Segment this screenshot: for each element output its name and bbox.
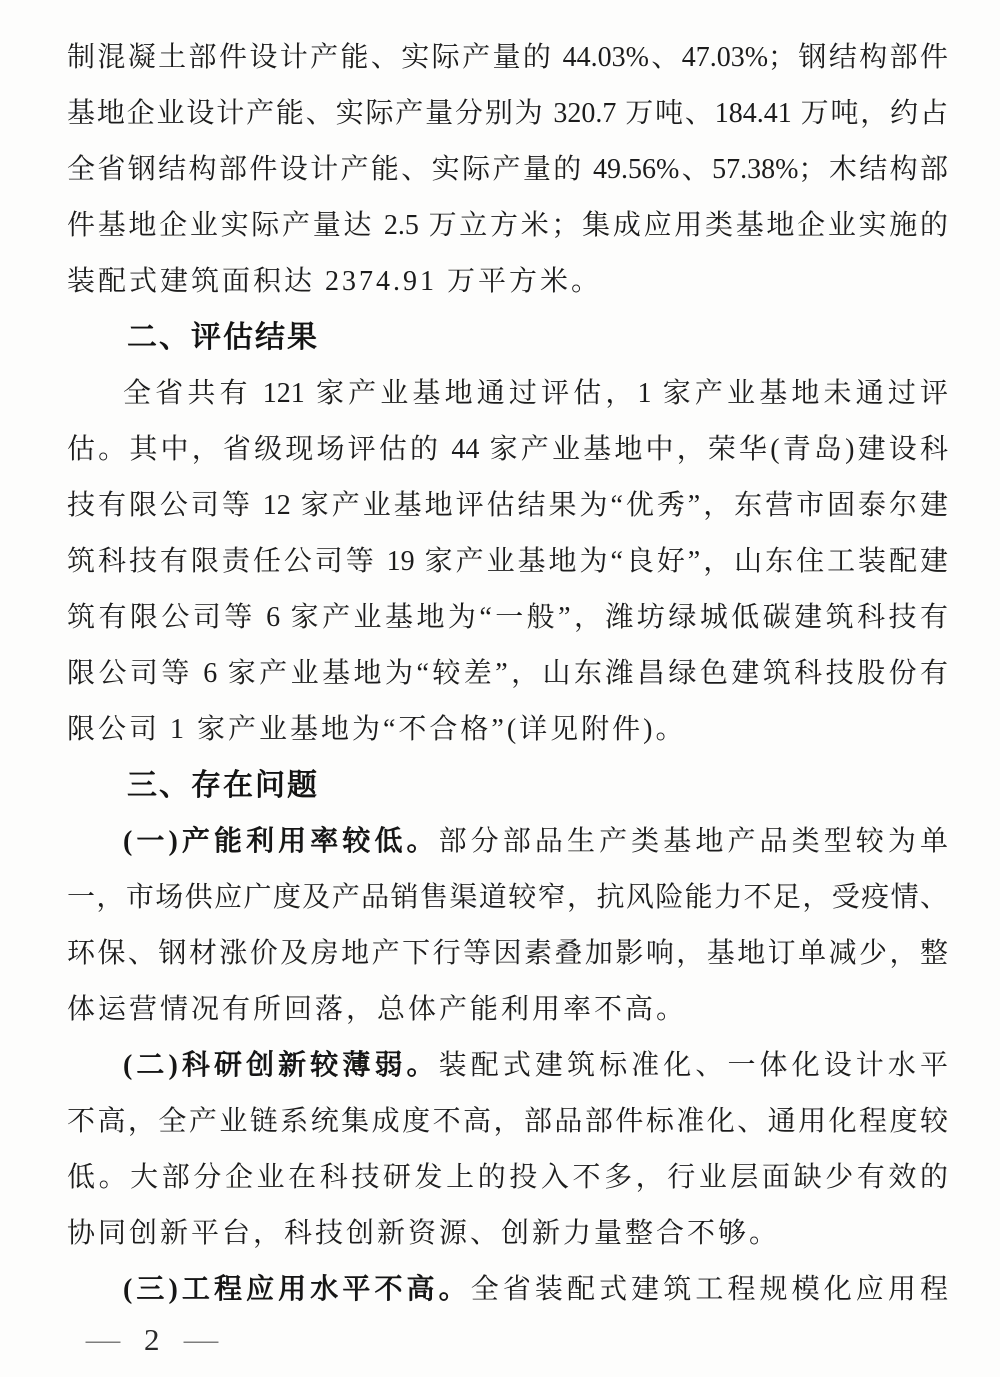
page-number: 2: [144, 1322, 160, 1357]
line-text: 限公司 1 家产业基地为“不合格”(详见附件)。: [67, 714, 687, 745]
text-line: [67, 982, 948, 1038]
line-text: 估。其中，省级现场评估的 44 家产业基地中，荣华(青岛)建设科: [67, 434, 948, 465]
text-line: [67, 926, 948, 982]
line-text: 限公司等 6 家产业基地为“较差”，山东潍昌绿色建筑科技股份有: [67, 658, 948, 689]
text-line: [67, 142, 948, 198]
line-text: 全省装配式建筑工程规模化应用程: [470, 1274, 948, 1305]
line-text: 全省钢结构部件设计产能、实际产量的 49.56%、57.38%；木结构部: [67, 154, 948, 185]
text-line: [67, 702, 948, 758]
line-text: 环保、钢材涨价及房地产下行等因素叠加影响，基地订单减少，整: [67, 938, 948, 969]
heading-text: 二、评估结果: [127, 321, 319, 354]
line-text: 装配式建筑标准化、一体化设计水平: [438, 1050, 948, 1081]
heading-text: 三、存在问题: [127, 769, 319, 802]
text-line: [67, 1094, 948, 1150]
line-text: 部分部品生产类基地产品类型较为单: [438, 826, 948, 857]
text-line: [67, 86, 948, 142]
paragraph-lead-1: (一)产能利用率较低。: [123, 826, 439, 857]
page-footer: [85, 1320, 218, 1360]
text-line: [67, 870, 948, 926]
text-line: [67, 478, 948, 534]
text-line: [67, 1150, 948, 1206]
text-line: [67, 198, 948, 254]
line-text: 基地企业设计产能、实际产量分别为 320.7 万吨、184.41 万吨，约占: [67, 98, 948, 129]
line-text: 低。大部分企业在科技研发上的投入不多，行业层面缺少有效的: [67, 1162, 948, 1193]
text-line: [67, 1038, 948, 1094]
text-line: [67, 590, 948, 646]
text-line: [67, 366, 948, 422]
text-line: [67, 254, 948, 310]
paragraph-lead-2: (二)科研创新较薄弱。: [123, 1050, 439, 1081]
line-text: 全省共有 121 家产业基地通过评估，1 家产业基地未通过评: [123, 378, 948, 409]
line-text: 不高，全产业链系统集成度不高，部品部件标准化、通用化程度较: [67, 1106, 948, 1137]
footer-dash-right: —: [183, 1323, 218, 1356]
text-line: [67, 30, 948, 86]
section-heading-2: [67, 310, 948, 366]
line-text: 制混凝土部件设计产能、实际产量的 44.03%、47.03%；钢结构部件: [67, 42, 948, 73]
text-line: [67, 1262, 948, 1318]
text-line: [67, 814, 948, 870]
line-text: 筑科技有限责任公司等 19 家产业基地为“良好”，山东住工装配建: [67, 546, 948, 577]
line-text: 装配式建筑面积达 2374.91 万平方米。: [67, 266, 603, 297]
text-line: [67, 422, 948, 478]
footer-dash-left: —: [85, 1323, 121, 1356]
line-text: 协同创新平台，科技创新资源、创新力量整合不够。: [67, 1218, 781, 1249]
paragraph-lead-3: (三)工程应用水平不高。: [123, 1274, 471, 1305]
text-line: [67, 646, 948, 702]
line-text: 体运营情况有所回落，总体产能利用率不高。: [67, 994, 688, 1025]
line-text: 技有限公司等 12 家产业基地评估结果为“优秀”，东营市固泰尔建: [67, 490, 948, 521]
document-body: [67, 30, 948, 1318]
line-text: 筑有限公司等 6 家产业基地为“一般”，潍坊绿城低碳建筑科技有: [67, 602, 948, 633]
text-line: [67, 534, 948, 590]
line-text: 件基地企业实际产量达 2.5 万立方米；集成应用类基地企业实施的: [67, 210, 948, 241]
text-line: [67, 1206, 948, 1262]
line-text: 一，市场供应广度及产品销售渠道较窄，抗风险能力不足，受疫情、: [67, 882, 948, 913]
section-heading-3: [67, 758, 948, 814]
